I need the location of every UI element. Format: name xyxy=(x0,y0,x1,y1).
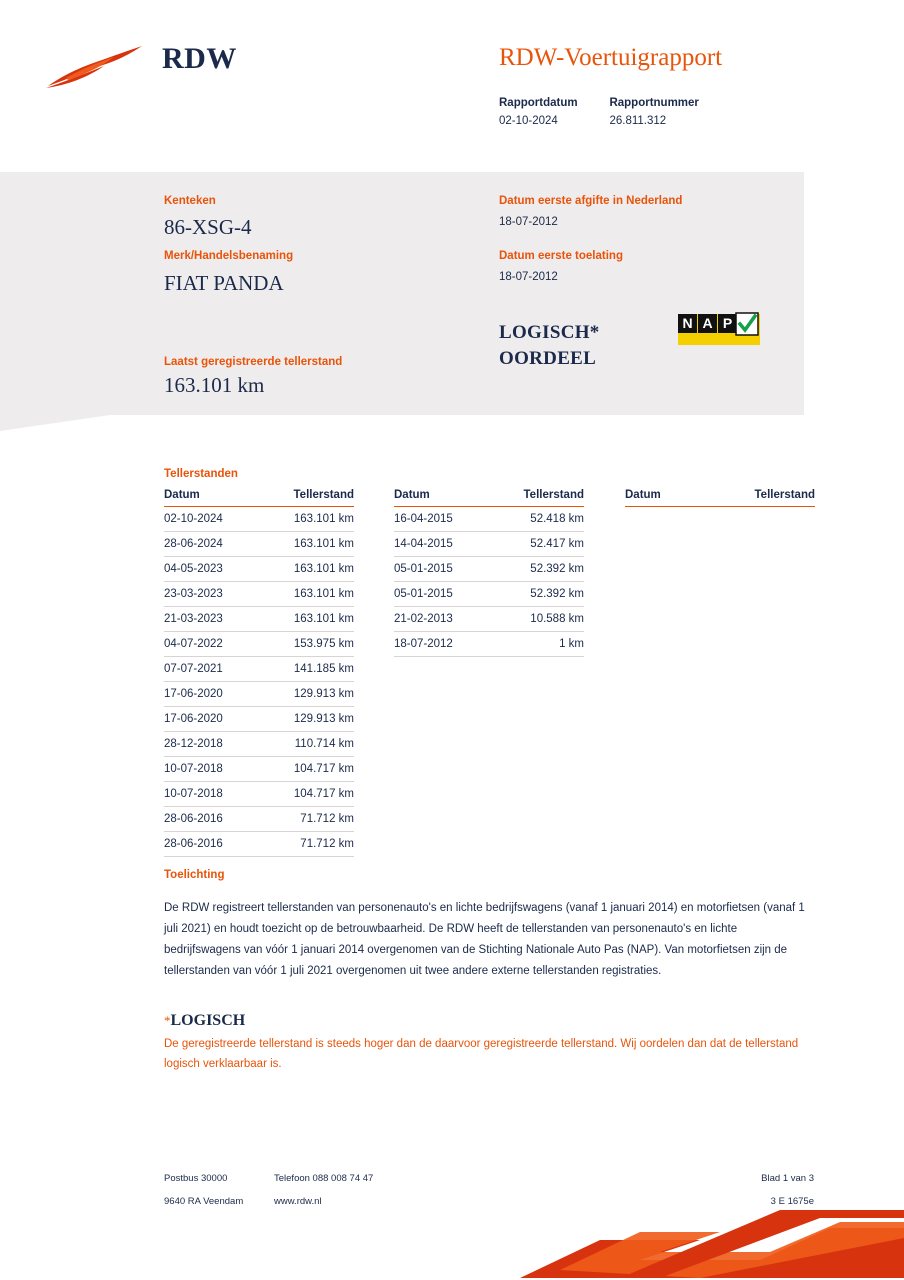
report-date-block xyxy=(499,97,605,127)
kenteken-label: Kenteken xyxy=(164,195,216,207)
nap-letters xyxy=(678,314,738,333)
column-header-date: Datum xyxy=(625,489,696,507)
panel-corner-notch xyxy=(0,415,110,431)
logisch-asterisk: * xyxy=(164,1013,171,1028)
report-number-block xyxy=(609,97,698,127)
table-row xyxy=(164,782,354,807)
table-row xyxy=(164,532,354,557)
cell-date: 17-06-2020 xyxy=(164,707,258,732)
cell-date: 07-07-2021 xyxy=(164,657,258,682)
table-header-row xyxy=(394,489,584,507)
table-row xyxy=(164,807,354,832)
footer-form-code: 3 E 1675e xyxy=(770,1196,814,1207)
explanation-section-title: Toelichting xyxy=(164,869,225,881)
nap-letter-n: N xyxy=(678,314,697,333)
kenteken-value: 86-XSG-4 xyxy=(164,215,252,239)
cell-date: 28-06-2016 xyxy=(164,807,258,832)
cell-date: 18-07-2012 xyxy=(394,632,488,657)
odometer-table-2 xyxy=(394,489,584,657)
report-number-value: 26.811.312 xyxy=(609,115,667,127)
table-row xyxy=(164,832,354,857)
last-odometer-label: Laatst geregistreerde tellerstand xyxy=(164,356,343,368)
last-odometer-value: 163.101 km xyxy=(164,373,265,397)
rdw-feather-logo-icon xyxy=(44,42,154,90)
cell-odometer: 110.714 km xyxy=(258,732,354,757)
column-header-date: Datum xyxy=(394,489,488,507)
cell-date: 05-01-2015 xyxy=(394,557,488,582)
logisch-heading xyxy=(164,1012,245,1030)
cell-odometer: 10.588 km xyxy=(488,607,584,632)
column-header-odometer: Tellerstand xyxy=(696,489,815,507)
column-header-date: Datum xyxy=(164,489,258,507)
table-row xyxy=(164,632,354,657)
table-row xyxy=(164,682,354,707)
cell-date: 17-06-2020 xyxy=(164,682,258,707)
cell-date: 10-07-2018 xyxy=(164,782,258,807)
verdict-line-1: LOGISCH* xyxy=(499,322,600,343)
cell-date: 02-10-2024 xyxy=(164,507,258,532)
first-admission-value: 18-07-2012 xyxy=(499,271,558,283)
cell-odometer: 71.712 km xyxy=(258,807,354,832)
logisch-heading-text: LOGISCH xyxy=(170,1012,246,1029)
table-row xyxy=(394,532,584,557)
cell-odometer: 52.418 km xyxy=(488,507,584,532)
rdw-logo-text: RDW xyxy=(162,42,237,75)
table-row xyxy=(164,757,354,782)
first-admission-label: Datum eerste toelating xyxy=(499,250,623,262)
cell-odometer: 163.101 km xyxy=(258,507,354,532)
table-row xyxy=(164,732,354,757)
cell-odometer: 163.101 km xyxy=(258,532,354,557)
odometer-table-3 xyxy=(625,489,815,507)
cell-odometer: 52.417 km xyxy=(488,532,584,557)
cell-odometer: 1 km xyxy=(488,632,584,657)
nap-letter-a: A xyxy=(698,314,717,333)
footer-city: 9640 RA Veendam xyxy=(164,1196,244,1207)
table-row xyxy=(164,557,354,582)
merk-value: FIAT PANDA xyxy=(164,271,284,295)
table-row xyxy=(394,582,584,607)
table-row xyxy=(164,582,354,607)
table-header-row xyxy=(625,489,815,507)
cell-date: 04-07-2022 xyxy=(164,632,258,657)
report-number-label: Rapportnummer xyxy=(609,97,699,109)
cell-date: 14-04-2015 xyxy=(394,532,488,557)
cell-odometer: 71.712 km xyxy=(258,832,354,857)
cell-odometer: 52.392 km xyxy=(488,557,584,582)
report-date-label: Rapportdatum xyxy=(499,97,578,109)
cell-odometer: 104.717 km xyxy=(258,782,354,807)
nap-check-icon xyxy=(735,312,759,336)
cell-date: 05-01-2015 xyxy=(394,582,488,607)
cell-date: 28-12-2018 xyxy=(164,732,258,757)
explanation-body: De RDW registreert tellerstanden van personenauto's en lichte bedrijfswagens (vanaf 1 januari 2014) en motorfietsen (vanaf 1 juli 2021) en houdt toezicht op de betrouwbaarheid. De RDW heeft de tellerstanden van personenauto's en lichte bedrijfswagens van vóór 1 januari 2014 overgenomen van de Stichting Nationale Auto Pas (NAP). Van motorfietsen zijn de tellerstanden van vóór 1 juli 2021 overgenomen uit twee andere externe tellerstanden registraties. xyxy=(164,902,805,977)
cell-date: 21-02-2013 xyxy=(394,607,488,632)
table-row xyxy=(164,607,354,632)
cell-date: 28-06-2024 xyxy=(164,532,258,557)
column-header-odometer: Tellerstand xyxy=(488,489,584,507)
report-date-value: 02-10-2024 xyxy=(499,115,558,127)
cell-odometer: 104.717 km xyxy=(258,757,354,782)
merk-label: Merk/Handelsbenaming xyxy=(164,250,294,262)
cell-date: 04-05-2023 xyxy=(164,557,258,582)
table-header-row xyxy=(164,489,354,507)
footer-graphic xyxy=(0,1210,904,1280)
column-header-odometer: Tellerstand xyxy=(258,489,354,507)
odometer-table-1-body xyxy=(164,507,354,857)
cell-date: 23-03-2023 xyxy=(164,582,258,607)
verdict-line-2: OORDEEL xyxy=(499,348,597,369)
report-meta xyxy=(499,97,839,127)
cell-odometer: 163.101 km xyxy=(258,557,354,582)
odometer-table-2-body xyxy=(394,507,584,657)
table-row xyxy=(164,507,354,532)
logisch-description: De geregistreerde tellerstand is steeds hoger dan de daarvoor geregistreerde tellerstand. Wij oordelen dan dat de tellerstand logisch verklaarbaar is. xyxy=(164,1038,799,1070)
table-row xyxy=(394,557,584,582)
cell-odometer: 141.185 km xyxy=(258,657,354,682)
odometer-table-1 xyxy=(164,489,354,857)
cell-odometer: 129.913 km xyxy=(258,707,354,732)
table-row xyxy=(394,632,584,657)
cell-date: 10-07-2018 xyxy=(164,757,258,782)
footer-phone: Telefoon 088 008 74 47 xyxy=(274,1173,374,1184)
first-registration-nl-label: Datum eerste afgifte in Nederland xyxy=(499,195,683,207)
cell-odometer: 52.392 km xyxy=(488,582,584,607)
cell-odometer: 129.913 km xyxy=(258,682,354,707)
first-registration-nl-value: 18-07-2012 xyxy=(499,216,558,228)
table-row xyxy=(164,707,354,732)
nap-letter-p: P xyxy=(718,314,737,333)
cell-date: 28-06-2016 xyxy=(164,832,258,857)
cell-odometer: 163.101 km xyxy=(258,582,354,607)
cell-date: 16-04-2015 xyxy=(394,507,488,532)
cell-odometer: 153.975 km xyxy=(258,632,354,657)
footer-website[interactable]: www.rdw.nl xyxy=(274,1196,322,1207)
footer-postbus: Postbus 30000 xyxy=(164,1173,228,1184)
document-header xyxy=(0,0,904,172)
table-row xyxy=(394,507,584,532)
cell-odometer: 163.101 km xyxy=(258,607,354,632)
vehicle-summary-panel xyxy=(0,172,804,415)
table-row xyxy=(394,607,584,632)
cell-date: 21-03-2023 xyxy=(164,607,258,632)
table-row xyxy=(164,657,354,682)
rdw-logo xyxy=(44,38,264,94)
verdict-block xyxy=(499,320,600,372)
report-title: RDW-Voertuigrapport xyxy=(499,44,723,71)
nap-badge xyxy=(678,314,760,345)
odometer-section-title: Tellerstanden xyxy=(164,468,238,480)
footer-page-number: Blad 1 van 3 xyxy=(761,1173,814,1184)
